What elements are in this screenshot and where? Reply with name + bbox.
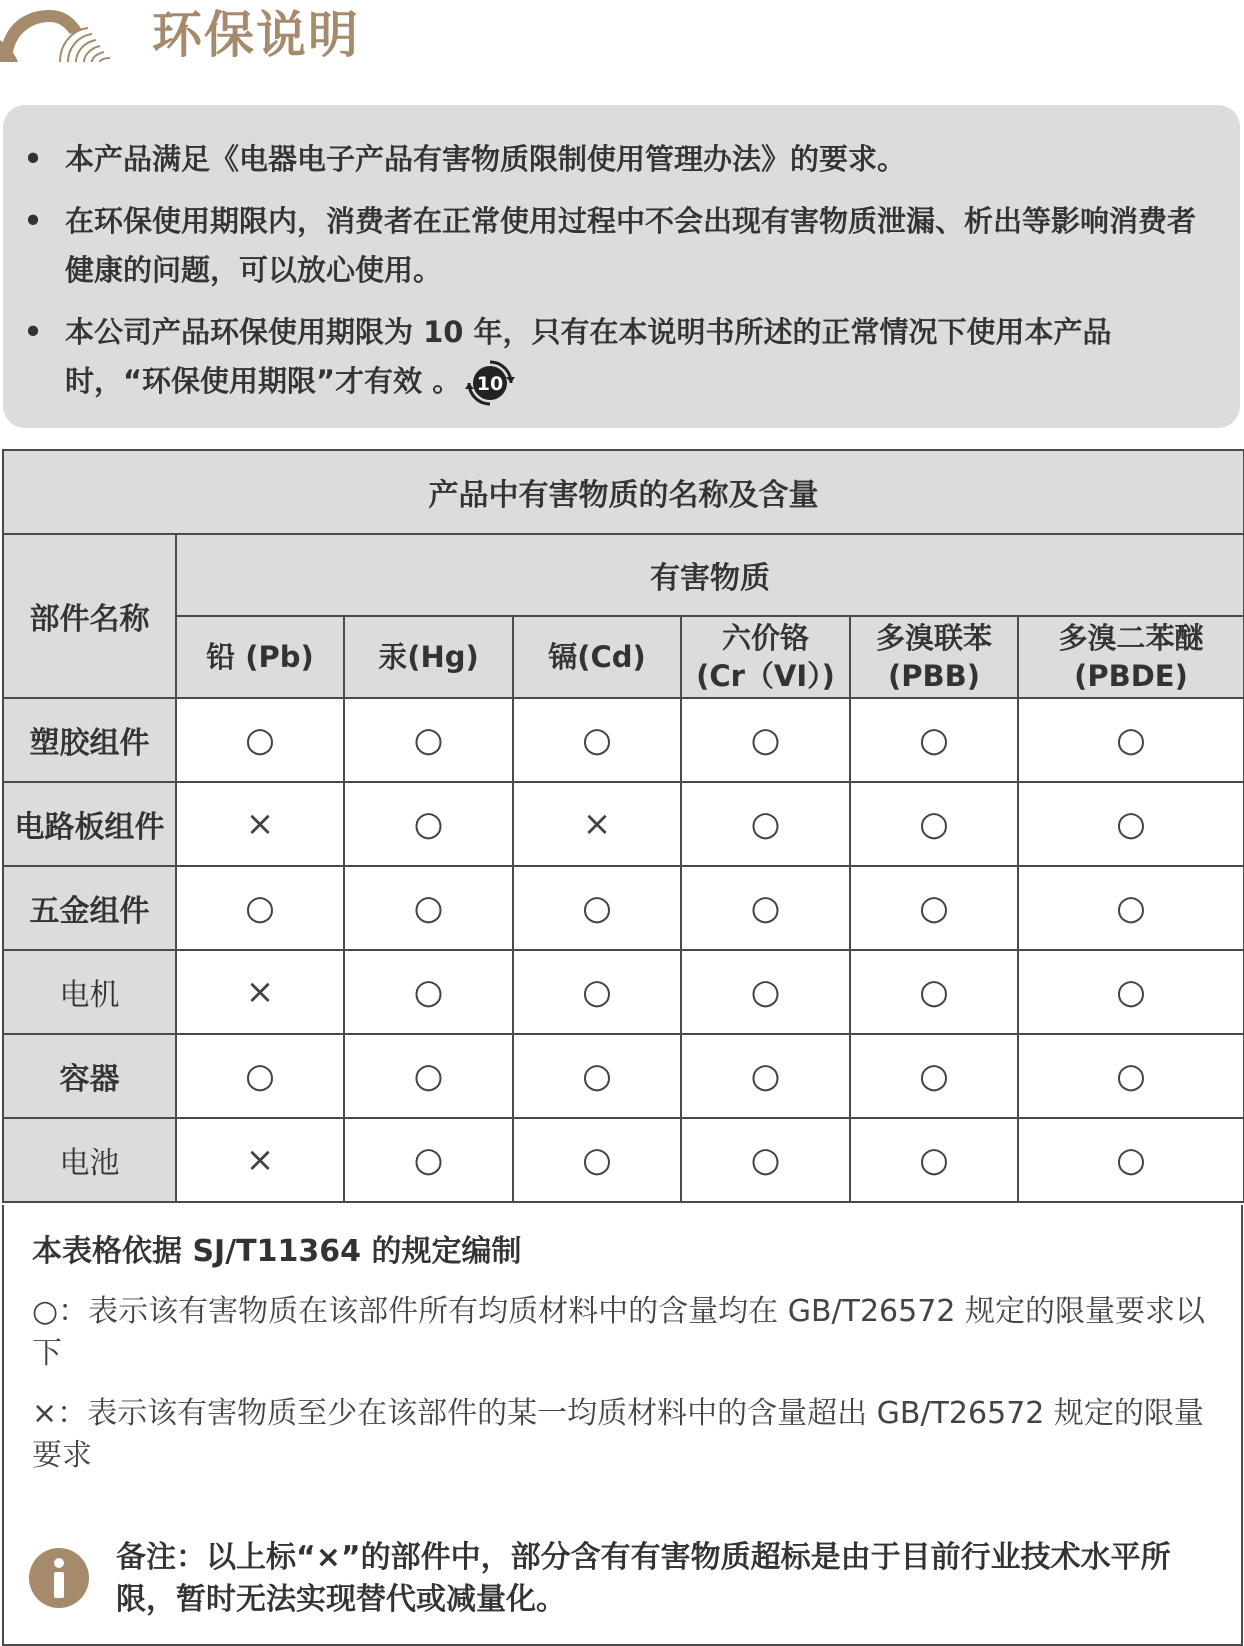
- part-name-cell: 电机: [3, 950, 176, 1034]
- substance-value-cell: [176, 698, 344, 782]
- page-title: 环保说明: [152, 6, 360, 64]
- note-item: • 在环保使用期限内，消费者在正常使用过程中不会出现有害物质泄漏、析出等影响消费者健康的问题，可以放心使用。: [23, 204, 1197, 287]
- substance-mark: ○: [1116, 1140, 1146, 1180]
- substance-column-header: [1018, 616, 1244, 698]
- substance-value-cell: [850, 950, 1018, 1034]
- substance-column-header: [850, 616, 1018, 698]
- part-name-cell: 塑胶组件: [3, 698, 176, 782]
- substance-value-cell: [850, 1034, 1018, 1118]
- note-item: • 本公司产品环保使用期限为 10 年，只有在本说明书所述的正常情况下使用本产品时，“环保使用期限”才有效 。 10: [23, 308, 1200, 408]
- note-text: 本产品满足《电器电子产品有害物质限制使用管理办法》的要求。: [65, 142, 907, 176]
- substance-value-cell: [176, 866, 344, 950]
- substance-mark: ○: [582, 1056, 612, 1096]
- substance-mark: ×: [582, 804, 612, 844]
- substance-mark: ○: [413, 804, 444, 844]
- table-row: [3, 1034, 1244, 1118]
- substance-value-cell: [176, 1118, 344, 1202]
- substance-value-cell: [1018, 1118, 1244, 1202]
- substance-value-cell: [176, 782, 344, 866]
- substance-mark: ○: [413, 972, 444, 1012]
- column-header-line: (PBB): [888, 659, 980, 693]
- notes-panel: [3, 105, 1240, 428]
- column-header-line: 铅 (Pb): [206, 640, 314, 674]
- substance-value-cell: [344, 782, 513, 866]
- substance-value-cell: [850, 866, 1018, 950]
- column-header-line: (Cr（VI）): [696, 659, 835, 693]
- substance-mark: ○: [582, 1140, 612, 1180]
- substance-mark: ×: [245, 1140, 275, 1180]
- column-header-line: 多溴二苯醚: [1058, 621, 1204, 655]
- substance-column-header: [344, 616, 513, 698]
- substance-mark: ○: [750, 1140, 781, 1180]
- substance-mark: ○: [245, 1056, 275, 1096]
- substance-mark: ○: [919, 1140, 949, 1180]
- substance-value-cell: [513, 698, 681, 782]
- substance-value-cell: [1018, 950, 1244, 1034]
- substance-mark: ○: [1116, 1056, 1146, 1096]
- substance-mark: ○: [750, 1056, 781, 1096]
- substance-value-cell: [681, 866, 850, 950]
- substance-mark: ○: [413, 1056, 444, 1096]
- substance-mark: ○: [245, 720, 275, 760]
- substance-mark: ○: [582, 888, 612, 928]
- substance-value-cell: [513, 782, 681, 866]
- substance-value-cell: [344, 866, 513, 950]
- substance-value-cell: [513, 950, 681, 1034]
- note-text: 在环保使用期限内，消费者在正常使用过程中不会出现有害物质泄漏、析出等影响消费者健康的问题，可以放心使用。: [65, 204, 1197, 287]
- substance-column-header: [681, 616, 850, 698]
- substance-mark: ○: [413, 888, 444, 928]
- substance-mark: ×: [245, 972, 275, 1012]
- substance-column-header: [176, 616, 344, 698]
- substance-mark: ×: [245, 804, 275, 844]
- column-header-line: 镉(Cd): [548, 640, 646, 674]
- substance-mark: ○: [919, 720, 949, 760]
- substance-value-cell: [1018, 782, 1244, 866]
- substance-mark: ○: [1116, 720, 1146, 760]
- substance-mark: ○: [245, 888, 275, 928]
- note-text: 本公司产品环保使用期限为 10 年，只有在本说明书所述的正常情况下使用本产品时，“环保使用期限”才有效 。: [65, 315, 1112, 398]
- substance-mark: ○: [919, 1056, 949, 1096]
- substance-mark: ○: [582, 972, 612, 1012]
- substance-mark: ○: [919, 888, 949, 928]
- arc-logo-icon: [0, 0, 130, 70]
- table-footer: [2, 1205, 1243, 1646]
- seal-number: 10: [476, 373, 504, 395]
- substance-mark: ○: [750, 720, 781, 760]
- substance-column-header: [513, 616, 681, 698]
- substance-value-cell: [1018, 866, 1244, 950]
- substance-value-cell: [850, 698, 1018, 782]
- substance-mark: ○: [1116, 888, 1146, 928]
- column-header-line: (PBDE): [1074, 659, 1188, 693]
- hazardous-substances-table: [2, 449, 1243, 1203]
- part-name-cell: 电池: [3, 1118, 176, 1202]
- substance-mark: ○: [1116, 972, 1146, 1012]
- substance-value-cell: [344, 698, 513, 782]
- part-name-header: 部件名称: [3, 534, 176, 698]
- table-row: [3, 782, 1244, 866]
- table-caption: 产品中有害物质的名称及含量: [3, 450, 1244, 534]
- substance-value-cell: [681, 1034, 850, 1118]
- column-header-line: 六价铬: [721, 621, 809, 655]
- substance-value-cell: [1018, 1034, 1244, 1118]
- substance-value-cell: [681, 782, 850, 866]
- legend-circle: ○：表示该有害物质在该部件所有均质材料中的含量均在 GB/T26572 规定的限量要求以下: [32, 1294, 1205, 1371]
- substance-value-cell: [344, 1034, 513, 1118]
- substance-mark: ○: [413, 1140, 444, 1180]
- substance-value-cell: [681, 950, 850, 1034]
- info-icon: [28, 1547, 90, 1609]
- substance-mark: ○: [750, 804, 781, 844]
- substance-value-cell: [681, 698, 850, 782]
- page-header: [0, 0, 1244, 90]
- notes-list: [23, 135, 1200, 408]
- substance-value-cell: [1018, 698, 1244, 782]
- substance-value-cell: [176, 1034, 344, 1118]
- substance-value-cell: [344, 1118, 513, 1202]
- note-item: • 本产品满足《电器电子产品有害物质限制使用管理办法》的要求。: [23, 142, 907, 176]
- table-row: [3, 698, 1244, 782]
- substance-mark: ○: [750, 972, 781, 1012]
- substances-header: 有害物质: [176, 534, 1244, 616]
- remark-text: 备注：以上标“×”的部件中，部分含有有害物质超标是由于目前行业技术水平所限，暂时无法实现替代或减量化。: [116, 1540, 1171, 1617]
- part-name-cell: 容器: [3, 1034, 176, 1118]
- substance-mark: ○: [919, 804, 949, 844]
- eco-period-seal-icon: [465, 358, 515, 408]
- column-header-line: 汞(Hg): [378, 640, 479, 674]
- substance-value-cell: [513, 866, 681, 950]
- substance-value-cell: [176, 950, 344, 1034]
- table-row: [3, 1118, 1244, 1202]
- legend-cross: ×：表示该有害物质至少在该部件的某一均质材料中的含量超出 GB/T26572 规定的限量要求: [32, 1396, 1204, 1473]
- substance-mark: ○: [919, 972, 949, 1012]
- part-name-cell: 电路板组件: [3, 782, 176, 866]
- table-row: [3, 950, 1244, 1034]
- column-header-line: 多溴联苯: [875, 621, 992, 655]
- basis-note: 本表格依据 SJ/T11364 的规定编制: [32, 1234, 522, 1269]
- substance-value-cell: [681, 1118, 850, 1202]
- substance-value-cell: [513, 1118, 681, 1202]
- substance-mark: ○: [750, 888, 781, 928]
- substance-mark: ○: [582, 720, 612, 760]
- substance-value-cell: [344, 950, 513, 1034]
- substance-mark: ○: [413, 720, 444, 760]
- part-name-cell: 五金组件: [3, 866, 176, 950]
- table-row: [3, 866, 1244, 950]
- substance-mark: ○: [1116, 804, 1146, 844]
- substance-value-cell: [850, 1118, 1018, 1202]
- substance-value-cell: [850, 782, 1018, 866]
- substance-value-cell: [513, 1034, 681, 1118]
